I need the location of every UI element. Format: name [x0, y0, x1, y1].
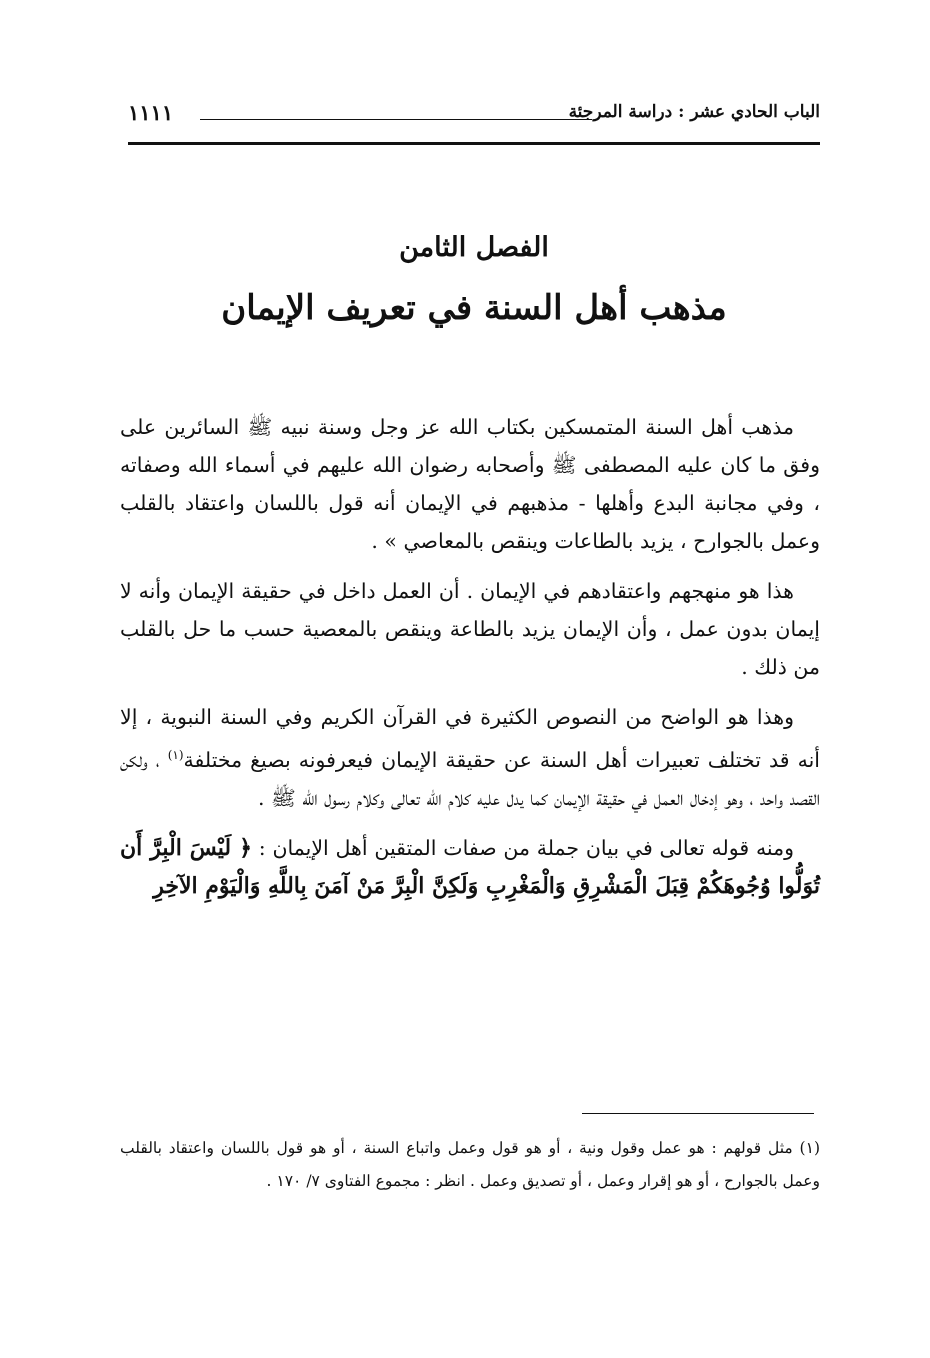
paragraph-4: [120, 829, 820, 905]
running-header: [128, 100, 820, 130]
chapter-heading: الفصل الثامن: [399, 232, 549, 263]
header-chapter-title: الباب الحادي عشر : دراسة المرجئة: [568, 102, 820, 122]
page-number: ١١١١: [128, 100, 174, 125]
body-text: [120, 408, 820, 905]
footnote-separator: [582, 1113, 814, 1114]
quran-verse: ﴿ لَيْسَ الْبِرَّ أَن تُوَلُّوا وُجُوهَكُمْ قِبَلَ الْمَشْرِقِ وَالْمَغْرِبِ وَلَكِنَّ الْبِرَّ مَنْ آمَنَ بِاللَّهِ وَالْيَوْمِ الآخِرِ: [120, 834, 820, 899]
footnote-reference[interactable]: (١): [167, 748, 184, 762]
paragraph-4-intro: ومنه قوله تعالى في بيان جملة من صفات المتقين أهل الإيمان :: [251, 835, 794, 860]
paragraph-1: مذهب أهل السنة المتمسكين بكتاب الله عز وجل وسنة نبيه ﷺ السائرين على وفق ما كان عليه المصطفى ﷺ وأصحابه رضوان الله عليهم في أسماء الله وصفاته ، وفي مجانبة البدع وأهلها - مذهبهم في الإيمان أنه قول باللسان واعتقاد بالقلب وعمل بالجوارح ، يزيد بالطاعات وينقص بالمعاصي » .: [120, 415, 820, 553]
paragraph-2: هذا هو منهجهم واعتقادهم في الإيمان . أن العمل داخل في حقيقة الإيمان وأنه لا إيمان بدون عمل ، وأن الإيمان يزيد بالطاعة وينقص بالمعصية حسب ما حل بالقلب من ذلك .: [120, 579, 820, 679]
paragraph-3-text-a: وهذا هو الواضح من النصوص الكثيرة في القرآن الكريم وفي السنة النبوية ، إلا أنه قد تختلف تعبيرات أهل السنة عن حقيقة الإيمان فيعرفونه بصيغ مختلفة: [120, 705, 820, 772]
paragraph-3-text-b: ، ولكن القصد واحد ، وهو إدخال العمل في حقيقة الإيمان كما يدل عليه كلام الله تعالى وكلام رسول الله ﷺ .: [120, 747, 820, 810]
section-title: مذهب أهل السنة في تعريف الإيمان: [221, 288, 727, 328]
footnote: [120, 1132, 820, 1198]
header-dash-line: [200, 119, 592, 120]
footnote-text: (١) مثل قولهم : هو عمل وقول ونية ، أو هو قول وعمل واتباع السنة ، أو هو قول باللسان واعتقاد بالقلب وعمل بالجوارح ، أو هو إقرار وعمل ، أو تصديق وعمل . انظر : مجموع الفتاوى ٧/ ١٧٠ .: [120, 1139, 820, 1190]
paragraph-3: [120, 698, 820, 817]
header-rule: [128, 142, 820, 145]
